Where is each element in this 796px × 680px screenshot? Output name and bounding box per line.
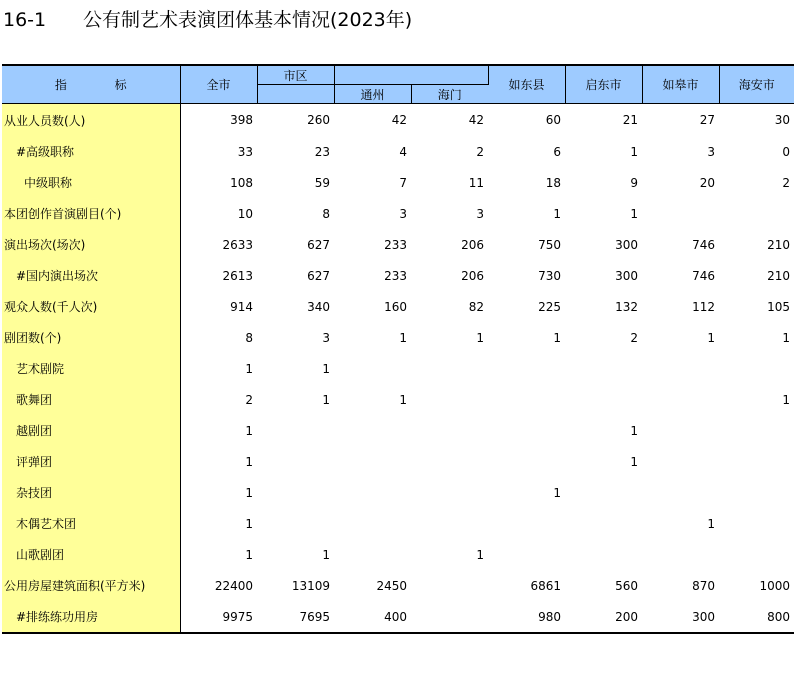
- table-cell: [719, 508, 794, 539]
- table-row: [2, 508, 794, 539]
- header-col-2: 市区: [257, 65, 334, 85]
- table-cell: 300: [692, 609, 715, 624]
- row-label: 越剧团: [2, 415, 180, 446]
- table-cell: 33: [237, 144, 253, 159]
- table-cell: [334, 415, 411, 446]
- table-cell: 1: [553, 330, 561, 345]
- table-cell: 560: [615, 578, 638, 593]
- table-cell: 980: [538, 609, 561, 624]
- table-cell: [257, 508, 334, 539]
- table-row: [2, 167, 794, 198]
- table-row: [2, 198, 794, 229]
- table-row: [2, 353, 794, 384]
- header-col-4: 海门: [411, 85, 488, 104]
- table-cell: 210: [767, 237, 790, 252]
- table-cell: 6861: [530, 578, 561, 593]
- row-label: 歌舞团: [2, 384, 180, 415]
- table-row: [2, 539, 794, 570]
- table-cell: [257, 415, 334, 446]
- table-cell: [642, 539, 719, 570]
- table-cell: [257, 477, 334, 508]
- table-cell: [719, 198, 794, 229]
- table-cell: 398: [230, 113, 253, 127]
- table-cell: 340: [307, 299, 330, 314]
- table-cell: [411, 570, 488, 601]
- table-cell: 1: [630, 206, 638, 221]
- table-cell: 1: [245, 485, 253, 500]
- row-label: #排练练功用房: [2, 601, 180, 633]
- table-cell: [411, 477, 488, 508]
- table-cell: [642, 353, 719, 384]
- table-cell: 3: [399, 206, 407, 221]
- table-cell: [488, 508, 565, 539]
- table-row: [2, 570, 794, 601]
- table-cell: 4: [399, 144, 407, 159]
- table-cell: [642, 198, 719, 229]
- table-cell: [411, 508, 488, 539]
- table-cell: [488, 384, 565, 415]
- table-cell: 746: [692, 237, 715, 252]
- table-cell: [719, 446, 794, 477]
- table-cell: 1: [707, 330, 715, 345]
- table-cell: 108: [230, 175, 253, 190]
- table-cell: [719, 353, 794, 384]
- row-label: 从业人员数(人): [2, 104, 180, 137]
- table-cell: 3: [322, 330, 330, 345]
- row-label: 杂技团: [2, 477, 180, 508]
- table-cell: 10: [237, 206, 253, 221]
- table-cell: 1: [630, 423, 638, 438]
- table-header: [2, 65, 794, 104]
- table-cell: [642, 446, 719, 477]
- header-spacer: [257, 85, 334, 104]
- table-cell: 1: [782, 330, 790, 345]
- row-label: 评弹团: [2, 446, 180, 477]
- table-cell: 1: [553, 485, 561, 500]
- table-row: [2, 322, 794, 353]
- table-cell: 1: [476, 330, 484, 345]
- table-cell: 225: [538, 299, 561, 314]
- table-row: [2, 229, 794, 260]
- table-cell: 730: [538, 268, 561, 283]
- table-cell: 400: [384, 609, 407, 624]
- table-cell: [411, 446, 488, 477]
- table-cell: 9975: [222, 609, 253, 624]
- table-cell: 210: [767, 268, 790, 283]
- table-cell: 82: [468, 299, 484, 314]
- table-cell: [642, 384, 719, 415]
- table-cell: [642, 477, 719, 508]
- table-cell: 9: [630, 175, 638, 190]
- table-cell: 1: [399, 392, 407, 407]
- table-cell: 1: [322, 547, 330, 562]
- table-cell: 914: [230, 299, 253, 314]
- header-index: 指 标: [2, 65, 180, 104]
- table-cell: 8: [245, 330, 253, 345]
- table-body: [2, 104, 794, 634]
- table-cell: [719, 539, 794, 570]
- table-cell: 206: [461, 268, 484, 283]
- table-cell: 2: [630, 330, 638, 345]
- table-cell: 200: [615, 609, 638, 624]
- header-col-1: 全市: [180, 65, 257, 104]
- table-cell: 112: [692, 299, 715, 314]
- table-cell: [719, 415, 794, 446]
- table-cell: 59: [314, 175, 330, 190]
- table-cell: 42: [391, 113, 407, 127]
- table-cell: [334, 508, 411, 539]
- table-cell: 260: [307, 113, 330, 127]
- table-cell: 1: [782, 392, 790, 407]
- table-cell: 13109: [291, 578, 330, 593]
- table-code: 16-1: [3, 9, 47, 31]
- table-cell: 1: [630, 144, 638, 159]
- header-spacer: [411, 65, 488, 85]
- table-cell: 800: [767, 609, 790, 624]
- table-cell: [411, 415, 488, 446]
- table-cell: [411, 353, 488, 384]
- table-cell: 2: [476, 144, 484, 159]
- row-label: 观众人数(千人次): [2, 291, 180, 322]
- table-cell: [642, 415, 719, 446]
- table-cell: 233: [384, 268, 407, 283]
- table-cell: 1: [245, 423, 253, 438]
- table-cell: 8: [322, 206, 330, 221]
- row-label: 山歌剧团: [2, 539, 180, 570]
- table-cell: 1: [553, 206, 561, 221]
- table-cell: 1: [245, 547, 253, 562]
- table-cell: 18: [545, 175, 561, 190]
- table-cell: [565, 539, 642, 570]
- table-row: [2, 291, 794, 322]
- statistics-table: [2, 64, 794, 634]
- table-cell: 21: [622, 113, 638, 127]
- table-cell: 132: [615, 299, 638, 314]
- table-cell: 1: [322, 361, 330, 376]
- table-cell: [488, 539, 565, 570]
- table-row: [2, 601, 794, 633]
- table-cell: 746: [692, 268, 715, 283]
- table-cell: [565, 477, 642, 508]
- table-cell: 870: [692, 578, 715, 593]
- row-label: 艺术剧院: [2, 353, 180, 384]
- header-col-7: 如皋市: [642, 65, 719, 104]
- table-cell: [411, 601, 488, 633]
- table-cell: 23: [314, 144, 330, 159]
- table-cell: 0: [782, 144, 790, 159]
- table-cell: 7: [399, 175, 407, 190]
- table-row: [2, 477, 794, 508]
- table-cell: 300: [615, 268, 638, 283]
- table-cell: 2: [245, 392, 253, 407]
- table-cell: [719, 477, 794, 508]
- row-label: 剧团数(个): [2, 322, 180, 353]
- table-cell: [334, 353, 411, 384]
- table-cell: 105: [767, 299, 790, 314]
- table-cell: [565, 384, 642, 415]
- table-cell: [488, 446, 565, 477]
- table-cell: 60: [545, 113, 561, 127]
- row-label: #高级职称: [2, 136, 180, 167]
- table-cell: 206: [461, 237, 484, 252]
- table-cell: [565, 353, 642, 384]
- table-cell: 22400: [214, 578, 253, 593]
- table-cell: 750: [538, 237, 561, 252]
- row-label: 公用房屋建筑面积(平方米): [2, 570, 180, 601]
- table-cell: [411, 384, 488, 415]
- table-cell: 1: [245, 361, 253, 376]
- header-col-8: 海安市: [719, 65, 794, 104]
- row-label: 木偶艺术团: [2, 508, 180, 539]
- table-cell: [488, 353, 565, 384]
- table-row: [2, 415, 794, 446]
- table-cell: 3: [476, 206, 484, 221]
- table-cell: 11: [468, 175, 484, 190]
- header-col-6: 启东市: [565, 65, 642, 104]
- table-cell: [334, 477, 411, 508]
- table-cell: 300: [615, 237, 638, 252]
- table-cell: 1: [476, 547, 484, 562]
- row-label: 中级职称: [2, 167, 180, 198]
- header-col-3: 通州: [334, 85, 411, 104]
- table-cell: [565, 508, 642, 539]
- row-label: #国内演出场次: [2, 260, 180, 291]
- table-cell: 1000: [759, 578, 790, 593]
- table-cell: 627: [307, 268, 330, 283]
- table-cell: 2613: [222, 268, 253, 283]
- page-title: [3, 6, 412, 34]
- table-cell: 1: [245, 516, 253, 531]
- table-cell: 160: [384, 299, 407, 314]
- table-row: [2, 446, 794, 477]
- table-cell: 1: [245, 454, 253, 469]
- table-cell: 1: [322, 392, 330, 407]
- table-cell: 20: [699, 175, 715, 190]
- table-cell: 2: [782, 175, 790, 190]
- table-cell: 1: [630, 454, 638, 469]
- table-row: [2, 104, 794, 137]
- table-row: [2, 260, 794, 291]
- header-col-5: 如东县: [488, 65, 565, 104]
- table-cell: 1: [399, 330, 407, 345]
- table-cell: 42: [468, 113, 484, 127]
- row-label: 本团创作首演剧目(个): [2, 198, 180, 229]
- table-cell: [334, 539, 411, 570]
- header-spacer: [334, 65, 411, 85]
- table-cell: 1: [707, 516, 715, 531]
- table-cell: 627: [307, 237, 330, 252]
- table-title: 公有制艺术表演团体基本情况(2023年): [83, 9, 413, 31]
- table-cell: 233: [384, 237, 407, 252]
- table-cell: 2633: [222, 237, 253, 252]
- table-cell: 2450: [376, 578, 407, 593]
- table-cell: 30: [774, 113, 790, 127]
- table-cell: [257, 446, 334, 477]
- table-cell: [334, 446, 411, 477]
- table-cell: 6: [553, 144, 561, 159]
- table-cell: 3: [707, 144, 715, 159]
- table-cell: 27: [699, 113, 715, 127]
- row-label: 演出场次(场次): [2, 229, 180, 260]
- table-row: [2, 136, 794, 167]
- table-row: [2, 384, 794, 415]
- table-cell: 7695: [299, 609, 330, 624]
- table-cell: [488, 415, 565, 446]
